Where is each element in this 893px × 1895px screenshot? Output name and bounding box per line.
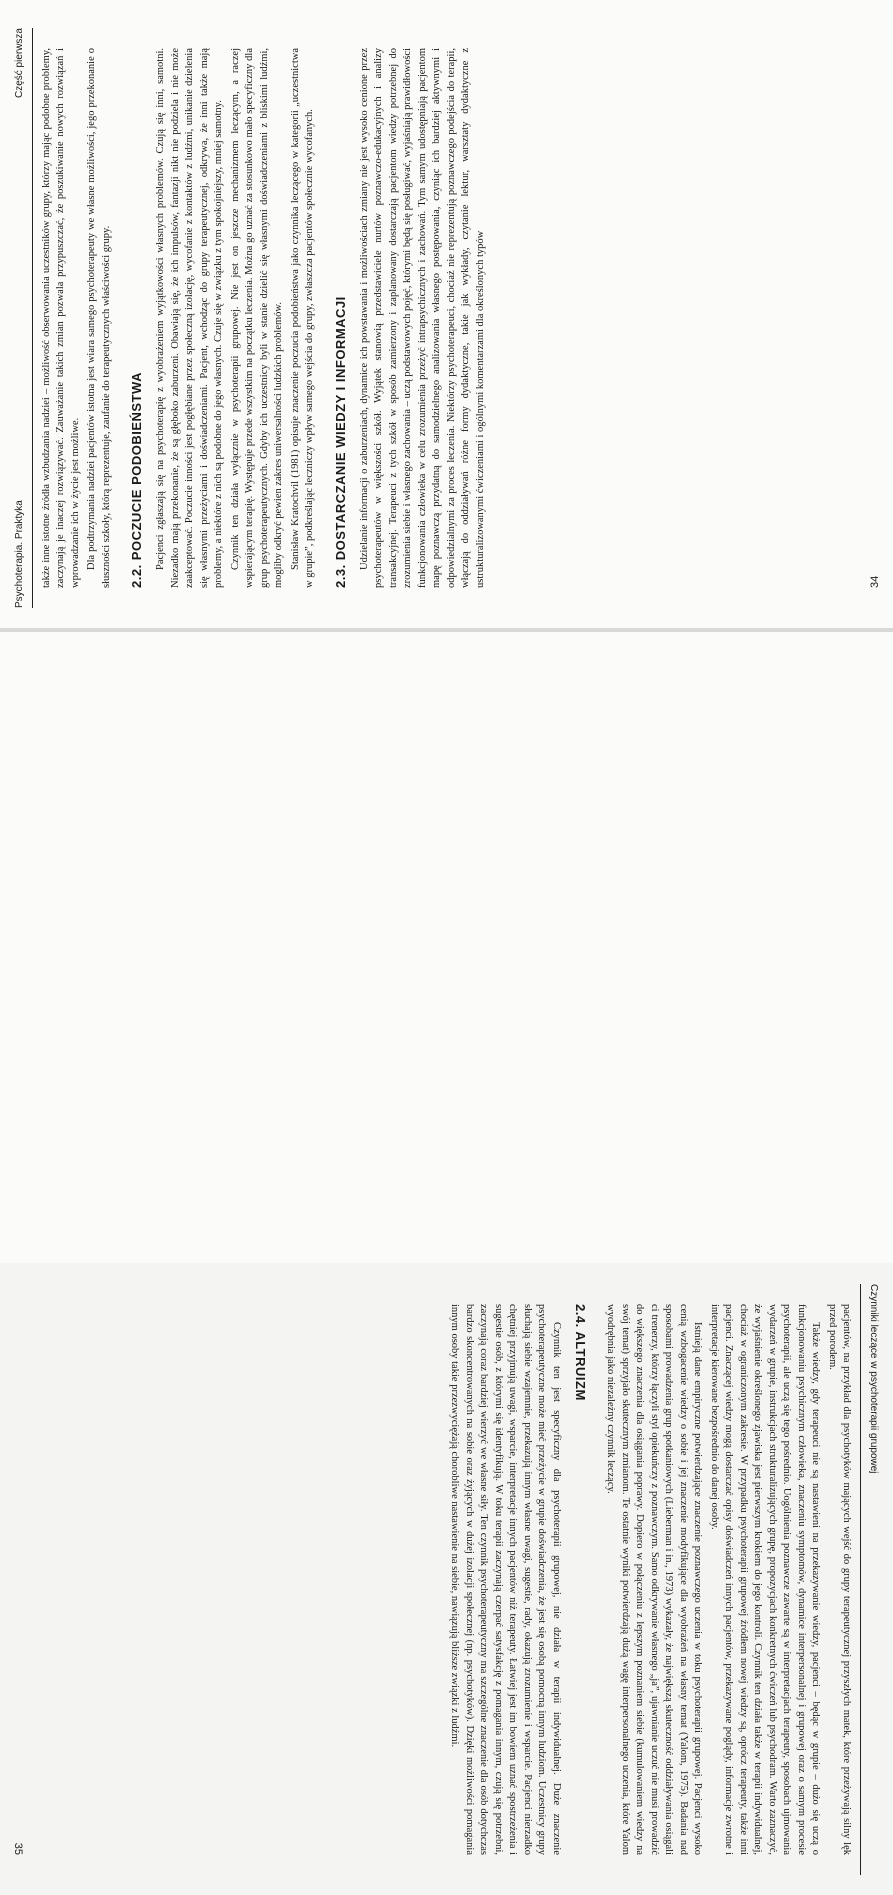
text-column: [445, 1304, 853, 1855]
page-number: 35: [12, 1842, 24, 1855]
paragraph: pacjentów, na przykład dla psychotyków mających wejść do grupy terapeutycznej przyszłych matek, które przeżywają silny lęk przed porodem.: [826, 1304, 852, 1855]
header-title: Czynniki leczące w psychoterapii grupowej: [868, 1284, 879, 1474]
section-heading: 2.2. POCZUCIE PODOBIEŃSTWA: [129, 372, 145, 588]
left-page: [0, 0, 893, 628]
paragraph: Istnieją dane empiryczne potwierdzające znaczenie poznawczego uczenia w toku psychoterapii grupowej. Pacjenci wysoko cenią wzbogacenie wiedzy o sobie i jej znaczenie modyfikujące dla wyobrażeń na własny temat (Yalom, 1975). Badania nad sposobami prowadzenia grup spotkaniowych (Lieberman i in., 1973) wykazały, że największą skuteczność oddziaływania osiągali ci trenerzy, którzy łączyli styl opiekuńczy z poznawczym. Samo odkrywanie własnego „ja”, ujawnianie uczuć nie musi prowadzić do większego znaczenia dla osiągania poprawy. Dopiero w połączeniu z lepszym poznaniem siebie (kumulowaniem wiedzy na swój temat) sprzyjało skutecznym zmianom. Te ostatnie wyniki potwierdzają dużą wagę interpersonalnego uczenia, które Yalom wyodrębnia jako niezależny czynnik leczący.: [605, 1304, 704, 1855]
section-heading: 2.3. DOSTARCZANIE WIEDZY I INFORMACJI: [332, 296, 348, 588]
paragraph: Czynnik ten działa wyłącznie w psychoterapii grupowej. Nie jest on jeszcze mechanizmem leczącym, a raczej wspierającym terapię. Występuje przede wszystkim na początku leczenia. Można go uznać za stosunkowo mało specyficzny dla grup psychoterapeutycznych. Gdyby ich uczestnicy byli w stanie dzielić się własnymi doświadczeniami z bliskimi ludźmi, mogliby odkryć pewien zakres uniwersalności ludzkich problemów.: [229, 48, 285, 588]
paragraph: Pacjenci zgłaszają się na psychoterapię z wyobrażeniem wyjątkowości własnych problemów. Czują się inni, samotni. Niezadko mają przekonanie, że są głęboko zaburzeni. Obawiają się, że ich impulsów, fantazji nikt nie podziela i nie może zaakceptować. Poczucie inności jest pogłębiane przez społeczną izolację, wycofanie z kontaktów z ludźmi, unikanie dzielenia się własnymi przeżyciami i doświadczeniami. Pacjent, wchodząc do grupy terapeutycznej, odkrywa, że inni także mają problemy, a niektóre z nich są podobne do jego własnych. Czuje się w związku z tym spokojniejszy, mniej samotny.: [155, 48, 225, 588]
paragraph: Dla podtrzymania nadziei pacjentów istotna jest wiara samego psychoterapeuty we własne możliwości, jego przekonanie o słuszności szkoły, którą reprezentuje, zaufanie do terapeutycznych właściwości grupy.: [86, 48, 112, 588]
paragraph: Czynnik ten jest specyficzny dla psychoterapii grupowej, nie działa w terapii indywidualnej. Duże znaczenie psychoterapeutyczne może mieć przeżycie w grupie doświadczenia, że jest się osobą pomocną innym ludziom. Uczestnicy grupy słuchają siebie wzajemnie, przekazują innym własne uwagi, sugestie, rady, okazują zrozumienie i wsparcie. Pacjenci nierzadko chętniej przyjmują uwagi, wsparcie, interpretacje innych pacjentów niż terapeuty. Łatwiej jest im bowiem uznać spostrzeżenia i sugestie osób, z którymi się identyfikują. W toku terapii zaczynają czerpać satysfakcję z pomagania innym, czują się potrzebni, zaczynają coraz bardziej wierzyć we własne siły. Ten czynnik psychoterapeutyczny ma szczególne znaczenie dla osób dotychczas bardzo skoncentrowanych na sobie oraz żyjących w dużej izolacji społecznej (np. psychotyków). Dzięki możliwości pomagania innym osoby takie przezwyciężają chorobliwe nastawienie na siebie, nawiązują bliższe związki z ludźmi.: [449, 1304, 562, 1855]
left-page-rotated-content: [0, 8, 893, 628]
running-head: [14, 28, 33, 608]
header-part: Część pierwsza: [14, 28, 25, 99]
right-page: [0, 632, 893, 1855]
right-page-rotated-content: [0, 1264, 893, 1895]
page-number: 34: [869, 575, 881, 588]
paragraph: Także wiedzy, gdy terapeuci nie są nastawieni na przekazywanie wiedzy, pacjenci – będąc w grupie – dużo się uczą o funkcjonowaniu psychicznym człowieka, znaczeniu symptomów, dynamice interpersonalnej i grupowej oraz o samym procesie psychoterapii, ale uczą się tego pośrednio. Uogólnienia poznawcze zawarte są w interpretacjach terapeuty, sposobach ujmowania wydarzeń w grupie, instrukcjach strukturalizujących grupę, propozycjach konkretnych ćwiczeń lub psychodram. Warto zaznaczyć, że wyjaśnienie określonego zjawiska jest pierwszym krokiem do jego kontroli. Czynnik ten działa także w terapii indywidualnej, chociaż w ograniczonym zakresie. W przypadku psychoterapii grupowej źródłem nowej wiedzy są, oprócz terapeuty, także inni pacjenci. Znaczącej wiedzy mogą dostarczać opisy doświadczeń innych pacjentów, przekazywane poglądy, informacje zwrotne i interpretacje kierowane bezpośrednio do danej osoby.: [708, 1304, 822, 1855]
paragraph: Udzielanie informacji o zaburzeniach, dynamice ich powstawania i możliwościach zmiany nie jest wysoko cenione przez psychoterapeutów w większości szkół. Wyjątek stanowią przedstawiciele nurtów poznawczo-edukacyjnych i analizy transakcyjnej. Terapeuci z tych szkół w sposób zamierzony i zaplanowany dostarczają pacjentom wiedzy potrzebnej do zrozumienia siebie i własnego zachowania – uczą podstawowych pojęć, którymi będą się posługiwać, wyjaśniają prawidłowości funkcjonowania człowieka w celu zrozumienia przeżyć intrapsychicznych i zachowań. Tym samym udostępniają pacjentom mapę poznawczą przydatną do samodzielnego analizowania własnego postępowania, czyniąc ich bardziej aktywnymi i odpowiedzialnymi za proces leczenia. Niektórzy psychoterapeuci, chociaż nie reprezentują poznawczego podejścia do terapii, włączają do oddziaływań różne formy dydaktyczne, takie jak wykłady, czytanie lektur, warsztaty dydaktyczne z ustrukturalizowanymi ćwiczeniami i ogólnymi komentarzami dla określonych typów: [358, 48, 486, 588]
header-title: Psychoterapia. Praktyka: [14, 500, 25, 608]
text-column: [40, 48, 490, 588]
paragraph: także inne istotne źródła wzbudzania nadziei – możliwość obserwowania uczestników grupy, którzy mając podobne problemy, zaczynają je inaczej rozwiązywać. Zauważanie takich zmian pozwala przypuszczać, że poszukiwanie nowych rozwiązań i wprowadzanie ich w życie jest możliwe.: [41, 48, 81, 588]
running-head: [860, 1284, 879, 1875]
paragraph: Stanisław Kratochvil (1981) opisuje znaczenie poczucia podobieństwa jako czynnika leczącego w kategorii „uczestnictwa w grupie”, podkreślając leczniczy wpływ samego wejścia do grupy, zwłaszcza pacjentów społecznie wycofanych.: [289, 48, 316, 588]
section-heading: 2.4. ALTRUIZM: [572, 1304, 588, 1401]
